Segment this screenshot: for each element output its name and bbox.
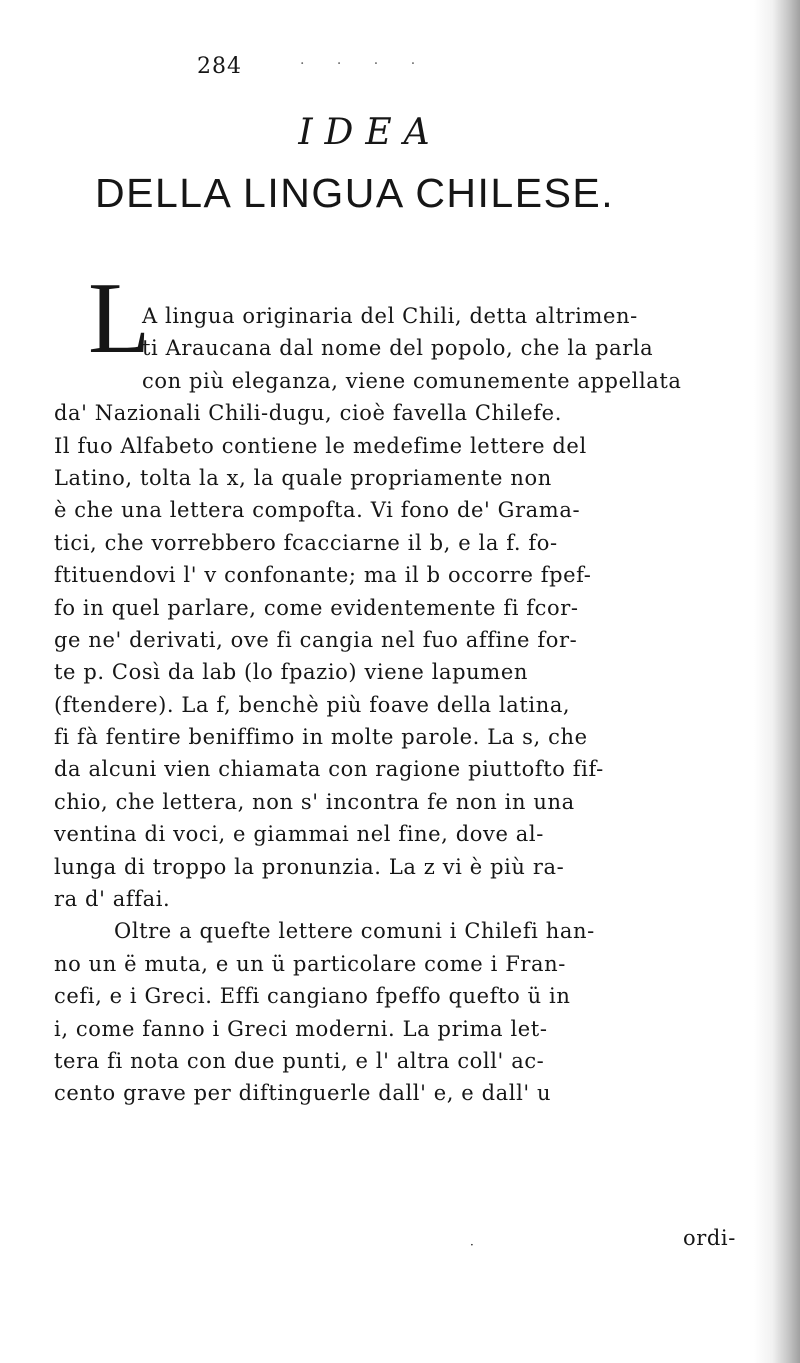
- text-line: tici, che vorrebbero fcacciarne il b, e la f. fo-: [54, 530, 558, 555]
- text-line: lunga di troppo la pronunzia. La z vi è più ra-: [54, 854, 565, 879]
- scan-specks: · · · ·: [300, 56, 430, 72]
- text-line: con più eleganza, viene comunemente appellata: [142, 368, 682, 393]
- text-line: ti Araucana dal nome del popolo, che la parla: [142, 336, 654, 361]
- text-line: i, come fanno i Greci moderni. La prima let-: [54, 1016, 548, 1041]
- text-line: te p. Così da lab (lo fpazio) viene lapumen: [54, 660, 528, 685]
- text-line: A lingua originaria del Chili, detta altrimen-: [142, 304, 638, 328]
- text-line: Il fuo Alfabeto contiene le medefime lettere del: [54, 433, 587, 458]
- text-line: Oltre a quefte lettere comuni i Chilefi han-: [114, 919, 595, 944]
- catchword: ordi-: [683, 1226, 736, 1250]
- text-line: cefi, e i Greci. Effi cangiano fpeffo quefto ü in: [54, 984, 571, 1009]
- text-line: ra d' affai.: [54, 887, 171, 912]
- text-line: (ftendere). La f, benchè più foave della latina,: [54, 692, 571, 717]
- text-line: cento grave per diftinguerle dall' e, e dall' u: [54, 1081, 552, 1106]
- text-line: fo in quel parlare, come evidentemente fi fcor-: [54, 595, 579, 620]
- text-line: no un ë muta, e un ü particolare come i Fran-: [54, 951, 566, 976]
- page-subtitle: DELLA LINGUA CHILESE.: [95, 170, 615, 216]
- text-line: ge ne' derivati, ove fi cangia nel fuo affine for-: [54, 627, 578, 652]
- text-line: Latino, tolta la x, la quale propriamente non: [54, 465, 552, 490]
- text-line: fi fà fentire beniffimo in molte parole. La s, che: [54, 725, 588, 750]
- margin-dot: ·: [470, 1238, 474, 1252]
- page-title-text: IDEA: [298, 112, 442, 153]
- page-title: [0, 112, 800, 153]
- body-text: [54, 300, 782, 1110]
- text-line: ftituendovi l' v confonante; ma il b occorre fpef-: [54, 563, 592, 588]
- text-line: chio, che lettera, non s' incontra fe non in una: [54, 789, 575, 814]
- text-line: da' Nazionali Chili-dugu, cioè favella Chilefe.: [54, 401, 562, 426]
- text-line: da alcuni vien chiamata con ragione piuttofto fif-: [54, 757, 604, 782]
- page-number: 284: [197, 54, 242, 79]
- text-line: è che una lettera compofta. Vi fono de' Grama-: [54, 498, 581, 523]
- text-line: ventina di voci, e giammai nel fine, dove al-: [54, 822, 544, 847]
- drop-cap: L: [88, 262, 151, 375]
- text-line: tera fi nota con due punti, e l' altra coll' ac-: [54, 1048, 545, 1073]
